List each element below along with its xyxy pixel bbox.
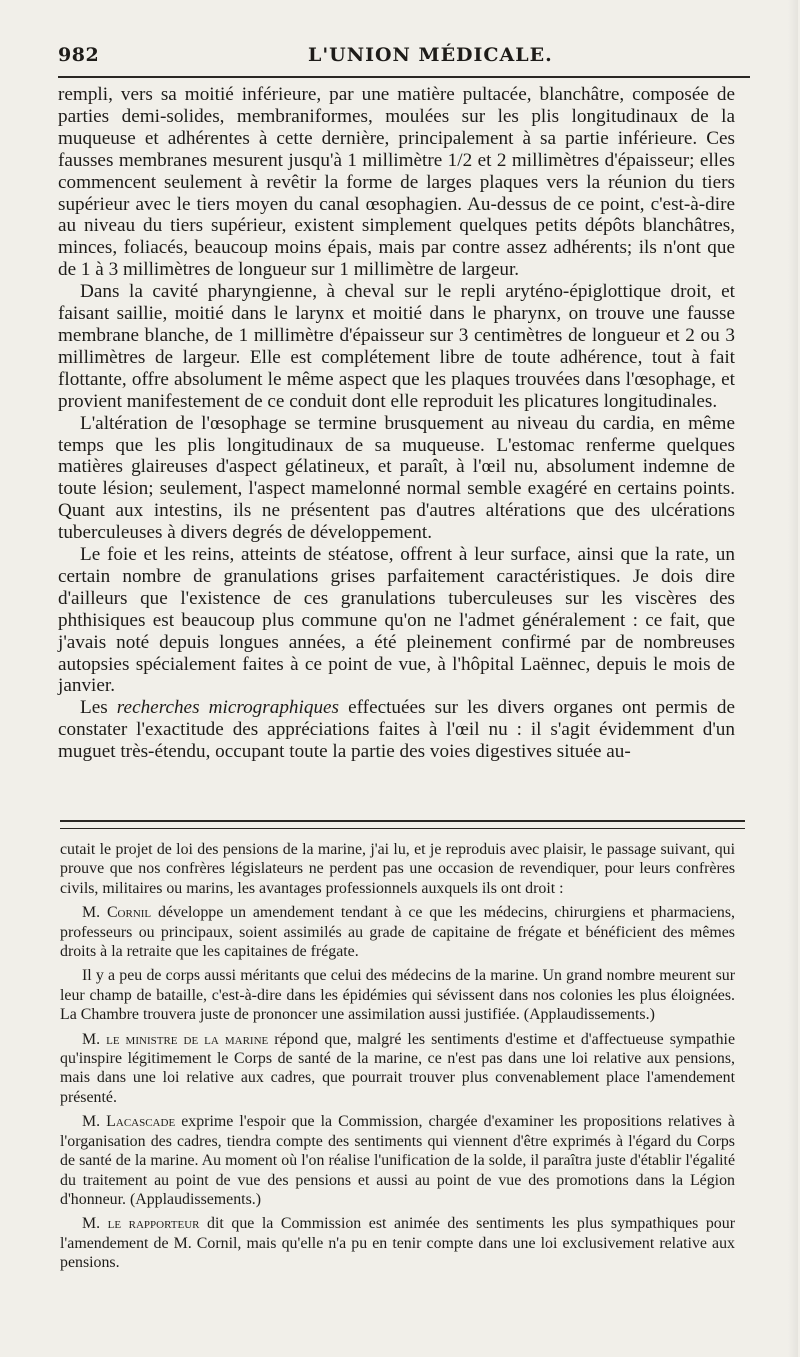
page-header bbox=[58, 40, 740, 70]
note-paragraph: Il y a peu de corps aussi méritants que celui des médecins de la marine. Un grand nombre meurent sur leur champ de bataille, c'est-à-dire dans les épidémies qui sévissent dans nos colonies les plus éloignées. La Chambre trouvera juste de prononcer une assimilation aussi justifiée. (Applaudissements.) bbox=[60, 967, 735, 1024]
text-run: exprime l'espoir que la Commission, chargée d'examiner les propositions relatives à l'organisation des cadres, tiendra compte des sentiments qui viennent d'être exprimés à l'égard du Corps de santé de la marine. Au moment où l'on réalise l'unification de la solde, il paraîtra juste d'établir l'égalité du traitement au point de vue des pensions et aussi au point de vue des promotions dans la Légion d'honneur. (Applaudissements.) bbox=[60, 1113, 735, 1208]
note-paragraph bbox=[60, 1030, 735, 1108]
paragraph: rempli, vers sa moitié inférieure, par une matière pultacée, blanchâtre, composée de parties demi-solides, membraniformes, moulées sur les plis longitudinaux de la muqueuse et adhérentes à cette dernière, principalement à sa partie inférieure. Ces fausses membranes mesurent jusqu'à 1 millimètre 1/2 et 2 millimètres d'épaisseur; elles commencent seulement à revêtir la forme de larges plaques vers la réunion du tiers supérieur avec le tiers moyen du canal œsophagien. Au-dessus de ce point, c'est-à-dire au niveau du tiers supérieur, existent simplement quelques petits dépôts blanchâtres, minces, foliacés, beaucoup moins épais, mais par contre assez adhérents; ils n'ont que de 1 à 3 millimètres de longueur sur 1 millimètre de largeur. bbox=[58, 84, 735, 281]
paragraph: Le foie et les reins, atteints de stéatose, offrent à leur surface, ainsi que la rate, un certain nombre de granulations grises parfaitement caractéristiques. Je dois dire d'ailleurs que l'existence de ces granulations tuberculeuses sur les viscères des phthisiques est beaucoup plus commune qu'on ne l'admet généralement : ce fait, que j'avais noté depuis longues années, a été pleinement confirmé par de nombreuses autopsies spécialement faites à ce point de vue, à l'hôpital Laënnec, depuis le mois de janvier. bbox=[58, 544, 735, 697]
speaker-name: M. Lacascade bbox=[82, 1113, 176, 1131]
text-run: Les bbox=[80, 697, 117, 719]
text-run: dit que la Commission est animée des sentiments les plus sympathiques pour l'amendement de M. Cornil, mais qu'elle n'a pu en tenir compte dans une loi exclusivement relative aux pensions. bbox=[60, 1215, 735, 1272]
note-paragraph bbox=[60, 1112, 735, 1209]
text-run: effectuées sur les divers organes ont permis de constater l'exactitude des appréciations faites à l'œil nu : il s'agit évidemment d'un muguet très-étendu, occupant toute la partie des voies digestives située au- bbox=[58, 697, 735, 763]
paragraph: Dans la cavité pharyngienne, à cheval sur le repli aryténo-épiglottique droit, et faisant saillie, moitié dans le larynx et moitié dans le pharynx, on trouve une fausse membrane blanche, de 1 millimètre d'épaisseur sur 3 centimètres de longueur et 2 ou 3 millimètres de largeur. Elle est complétement libre de toute adhérence, tout à fait flottante, offre absolument le même aspect que les plaques trouvées dans l'œsophage, et provient manifestement de ce conduit dont elle reproduit les plicatures longitudinales. bbox=[58, 281, 735, 412]
footnote-separator bbox=[60, 820, 745, 829]
header-rule bbox=[58, 76, 750, 78]
italic-term: recherches micrographiques bbox=[116, 697, 340, 719]
paragraph bbox=[58, 697, 735, 763]
journal-title: L'UNION MÉDICALE. bbox=[308, 44, 553, 66]
page-edge-shadow bbox=[788, 0, 798, 1357]
paragraph: L'altération de l'œsophage se termine brusquement au niveau du cardia, en même temps que les plis longitudinaux de sa muqueuse. L'estomac renferme quelques matières glaireuses d'aspect gélatineux, et paraît, à l'œil nu, absolument indemne de toute lésion; seulement, l'aspect mamelonné normal semble exagéré en certains points. Quant aux intestins, ils ne présentent pas d'autres altérations que des ulcérations tuberculeuses à divers degrés de développement. bbox=[58, 412, 735, 544]
text-run: développe un amendement tendant à ce que les médecins, chirurgiens et pharmaciens, professeurs ou principaux, soient assimilés au grade de capitaine de frégate et bénéficient des mêmes droits à la retraite que les capitaines de frégate. bbox=[60, 904, 736, 961]
page-number: 982 bbox=[58, 44, 100, 66]
speaker-name: M. le rapporteur bbox=[82, 1215, 200, 1233]
footnote-section bbox=[60, 840, 735, 1278]
note-paragraph bbox=[60, 903, 735, 961]
speaker-name: M. le ministre de la marine bbox=[82, 1030, 269, 1048]
main-text bbox=[58, 84, 735, 763]
note-paragraph: cutait le projet de loi des pensions de la marine, j'ai lu, et je reproduis avec plaisir, le passage suivant, qui prouve que nos confrères législateurs ne perdent pas une occasion de revendiquer, pour leurs confrères civils, militaires ou marins, les avantages professionnels auxquels ils ont droit : bbox=[60, 841, 735, 897]
note-paragraph bbox=[60, 1214, 735, 1272]
text-run: répond que, malgré les sentiments d'estime et d'affectueuse sympathie qu'inspire légitimement le Corps de santé de la marine, ce n'est pas dans une loi relative aux pensions, mais dans une loi relative aux cadres, que pourrait trouver plus convenablement place l'amendement présenté. bbox=[60, 1030, 736, 1106]
speaker-name: M. Cornil bbox=[82, 904, 152, 922]
